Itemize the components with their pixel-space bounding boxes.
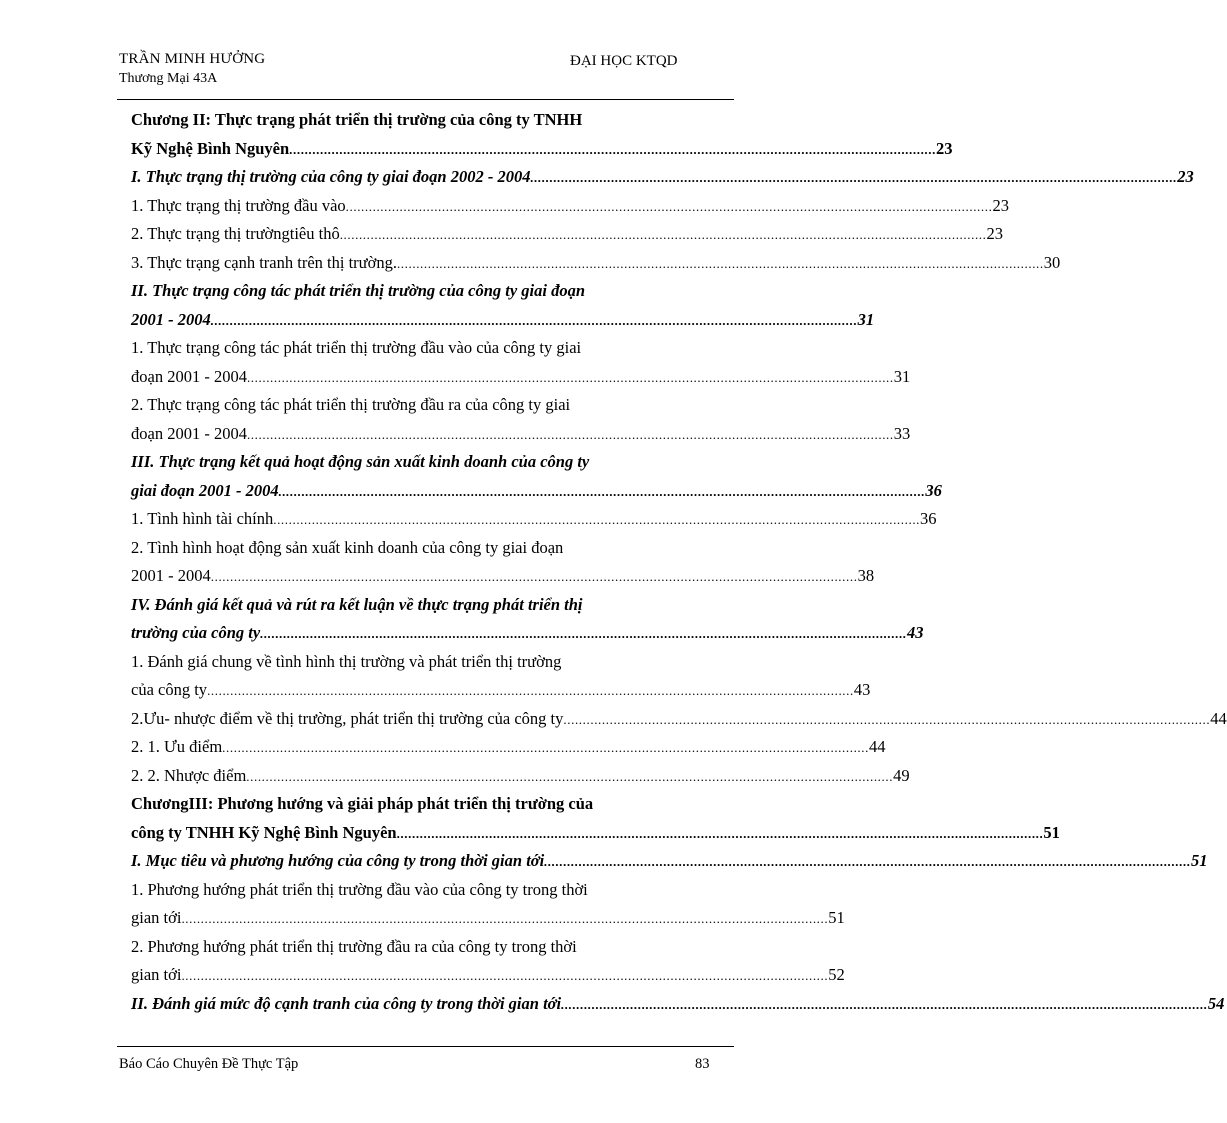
toc-entry-text: trường của công ty <box>131 623 261 642</box>
author-class: Thương Mại 43A <box>119 71 218 86</box>
toc-dot-leader: ........................................................................................................................................................................ <box>278 483 926 499</box>
toc-entry-text: đoạn 2001 - 2004 <box>131 423 247 443</box>
toc-page-number: 23 <box>992 195 1009 215</box>
toc-entry <box>131 562 875 591</box>
toc-page-number: 31 <box>893 366 911 386</box>
toc-entry <box>131 106 711 135</box>
toc-page-number: 23 <box>935 138 953 158</box>
toc-dot-leader: ........................................................................................................................................................................ <box>210 312 858 328</box>
toc-entry-text: 2. 1. Ưu điểm <box>131 737 223 756</box>
toc-page-number: 49 <box>893 765 910 785</box>
toc-dot-leader: ........................................................................................................................................................................ <box>222 740 869 755</box>
toc-page-number: 30 <box>1043 252 1061 272</box>
toc-page-number: 38 <box>857 566 875 585</box>
university-name: ĐẠI HỌC KTQD <box>570 53 678 69</box>
toc-entry <box>131 220 1004 249</box>
toc-entry-text: ChươngIII: Phương hướng và giải pháp phát triển thị trường của <box>131 794 594 813</box>
toc-dot-leader: ........................................................................................................................................................................ <box>246 426 894 442</box>
toc-entry-text: II. Thực trạng công tác phát triển thị trường của công ty giai đoạn <box>131 281 586 300</box>
toc-dot-leader: ........................................................................................................................................................................ <box>260 626 908 641</box>
toc-page-number: 44 <box>1210 708 1227 728</box>
toc-entry <box>131 448 711 477</box>
toc-entry <box>131 135 953 164</box>
toc-entry <box>131 163 1194 192</box>
toc-dot-leader: ........................................................................................................................................................................ <box>273 512 921 527</box>
toc-entry-text: Chương II: Thực trạng phát triển thị trường của công ty TNHH <box>131 110 583 129</box>
toc-entry-text: 2. Thực trạng thị trườngtiêu thô <box>131 224 340 243</box>
toc-entry-text: 2. Thực trạng công tác phát triển thị trường đầu ra của công ty giai <box>131 395 571 414</box>
toc-entry-text: công ty TNHH Kỹ Nghệ Bình Nguyên <box>131 822 397 842</box>
toc-entry <box>131 933 711 962</box>
toc-entry <box>131 591 711 620</box>
toc-page-number: 23 <box>1177 167 1194 186</box>
toc-entry-text: 2. Tình hình hoạt động sản xuất kinh doanh của công ty giai đoạn <box>131 537 564 557</box>
toc-page-number: 31 <box>857 309 875 329</box>
toc-entry-text: 1. Phương hướng phát triển thị trường đầu vào của công ty trong thời <box>131 879 588 899</box>
toc-entry-text: gian tới <box>131 908 182 927</box>
toc-entry-text: 1. Thực trạng công tác phát triển thị trường đầu vào của công ty giai <box>131 338 582 357</box>
toc-entry <box>131 249 1061 278</box>
toc-page-number: 33 <box>893 423 911 443</box>
toc-entry <box>131 648 711 677</box>
toc-entry-text: giai đoạn 2001 - 2004 <box>131 480 279 500</box>
toc-entry-text: đoạn 2001 - 2004 <box>131 366 247 386</box>
toc-dot-leader: ........................................................................................................................................................................ <box>210 569 858 584</box>
toc-entry <box>131 477 942 506</box>
toc-entry <box>131 904 845 933</box>
toc-dot-leader: ........................................................................................................................................................................ <box>561 996 1208 1012</box>
table-of-contents <box>131 106 1227 1018</box>
header-rule <box>117 99 734 100</box>
toc-entry <box>131 876 711 905</box>
toc-dot-leader: ........................................................................................................................................................................ <box>181 911 829 926</box>
toc-entry-text: II. Đánh giá mức độ cạnh tranh của công ty trong thời gian tới <box>131 993 562 1013</box>
toc-entry <box>131 363 911 392</box>
toc-entry <box>131 705 1227 734</box>
toc-page-number: 51 <box>1043 822 1060 842</box>
toc-entry-text: 2. Phương hướng phát triển thị trường đầu ra của công ty trong thời <box>131 936 577 956</box>
toc-page-number: 51 <box>1191 851 1208 870</box>
toc-entry-text: gian tới <box>131 965 182 984</box>
toc-entry-text: 1. Đánh giá chung về tình hình thị trường và phát triển thị trường <box>131 651 562 671</box>
toc-entry <box>131 334 711 363</box>
toc-entry-text: 1. Thực trạng thị trường đầu vào <box>131 195 346 215</box>
toc-page-number: 54 <box>1207 993 1225 1013</box>
toc-entry <box>131 277 711 306</box>
toc-dot-leader: ........................................................................................................................................................................ <box>207 683 854 698</box>
toc-entry <box>131 790 711 819</box>
toc-entry <box>131 420 911 449</box>
footer-title: Báo Cáo Chuyên Đề Thực Tập <box>119 1056 299 1072</box>
toc-page-number: 52 <box>828 965 845 984</box>
toc-page-number: 51 <box>828 908 845 927</box>
author-name: TRẦN MINH HƯỞNG <box>119 51 266 67</box>
toc-page-number: 43 <box>907 623 924 642</box>
toc-dot-leader: ........................................................................................................................................................................ <box>544 854 1192 869</box>
toc-dot-leader: ........................................................................................................................................................................ <box>289 141 936 157</box>
toc-entry-text: IV. Đánh giá kết quả và rút ra kết luận về thực trạng phát triển thị <box>131 594 583 614</box>
toc-dot-leader: ........................................................................................................................................................................ <box>246 768 894 784</box>
header-author-block <box>119 50 265 88</box>
toc-entry-text: I. Thực trạng thị trường của công ty giai đoạn 2002 - 2004 <box>131 167 531 186</box>
toc-entry <box>131 819 1060 848</box>
toc-entry <box>131 990 1225 1019</box>
toc-entry-text: 2. 2. Nhược điểm <box>131 765 247 785</box>
toc-page-number: 44 <box>868 737 886 756</box>
toc-dot-leader: ........................................................................................................................................................................ <box>396 825 1044 841</box>
toc-dot-leader: ........................................................................................................................................................................ <box>563 711 1211 727</box>
toc-entry <box>131 391 711 420</box>
toc-entry-text: 2.Ưu- nhược điểm về thị trường, phát triển thị trường của công ty <box>131 708 564 728</box>
toc-page-number: 43 <box>853 680 871 699</box>
footer-page-number: 83 <box>695 1056 710 1072</box>
toc-entry <box>131 619 924 648</box>
toc-dot-leader: ........................................................................................................................................................................ <box>530 170 1178 185</box>
toc-dot-leader: ........................................................................................................................................................................ <box>339 227 987 242</box>
toc-entry <box>131 534 711 563</box>
toc-entry <box>131 192 1009 221</box>
toc-entry-text: của công ty <box>131 680 208 699</box>
toc-page-number: 36 <box>925 480 942 500</box>
toc-entry-text: I. Mục tiêu và phương hướng của công ty trong thời gian tới <box>131 851 545 870</box>
toc-entry <box>131 961 845 990</box>
toc-dot-leader: ........................................................................................................................................................................ <box>181 968 829 983</box>
toc-entry-text: III. Thực trạng kết quả hoạt động sản xuất kinh doanh của công ty <box>131 452 590 471</box>
toc-page-number: 36 <box>920 509 937 528</box>
toc-entry-text: Kỹ Nghệ Bình Nguyên <box>131 138 290 158</box>
toc-dot-leader: ........................................................................................................................................................................ <box>246 369 894 385</box>
toc-entry-text: 3. Thực trạng cạnh tranh trên thị trường. <box>131 252 397 272</box>
toc-entry <box>131 676 871 705</box>
toc-dot-leader: ........................................................................................................................................................................ <box>396 255 1044 271</box>
toc-entry-text: 2001 - 2004 <box>131 309 211 329</box>
toc-entry <box>131 762 910 791</box>
toc-entry <box>131 306 875 335</box>
toc-dot-leader: ........................................................................................................................................................................ <box>345 198 993 214</box>
toc-entry <box>131 733 886 762</box>
toc-page-number: 23 <box>986 224 1004 243</box>
footer-rule <box>117 1046 734 1047</box>
toc-entry <box>131 505 937 534</box>
toc-entry-text: 2001 - 2004 <box>131 566 211 585</box>
toc-entry <box>131 847 1208 876</box>
toc-entry-text: 1. Tình hình tài chính <box>131 509 274 528</box>
